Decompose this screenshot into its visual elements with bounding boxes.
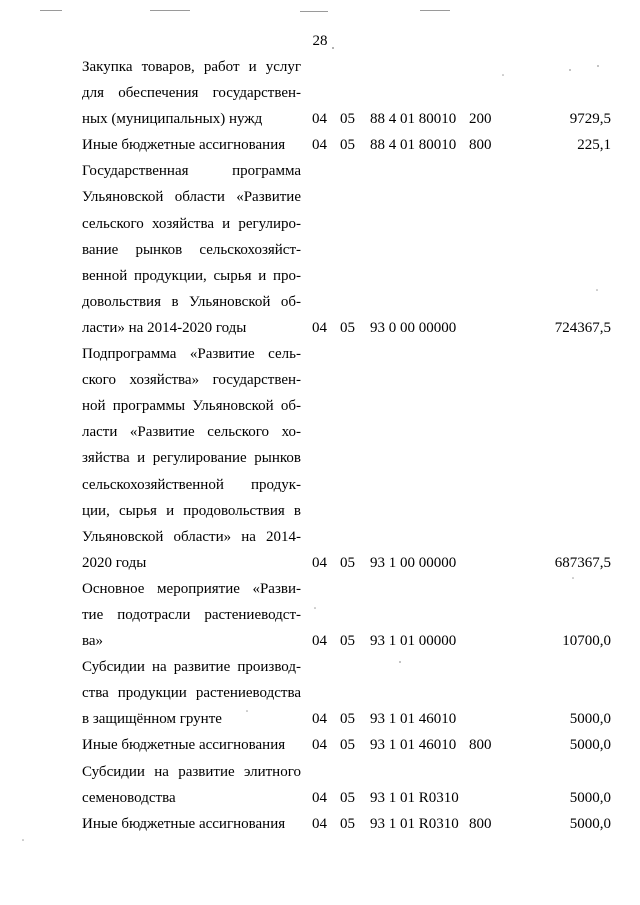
page-number: 28: [312, 33, 328, 49]
target-article-code: 93 1 01 00000: [370, 633, 457, 650]
description-line: семеноводства: [82, 789, 176, 806]
subsection-code: 05: [340, 815, 355, 832]
expense-type-code: 800: [469, 815, 492, 832]
target-article-code: 93 1 00 00000: [370, 554, 457, 571]
amount: 5000,0: [569, 711, 611, 728]
expense-type-code: 800: [469, 137, 492, 154]
description-line: ского хозяйства» государствен-: [82, 372, 301, 389]
description-line: Государственная программа: [82, 163, 301, 180]
description-line: венной продукции, сырья и про-: [82, 267, 301, 284]
row-description: [82, 158, 301, 341]
target-article-code: 93 1 01 R0310: [370, 789, 459, 806]
section-code: 04: [312, 137, 327, 154]
expense-type-code: 200: [469, 111, 492, 128]
description-line: 2020 годы: [82, 554, 147, 571]
description-line: сельского хозяйства и регулиро-: [82, 215, 301, 232]
description-line: для обеспечения государствен-: [82, 85, 301, 102]
amount: 9729,5: [569, 111, 611, 128]
table-row: [0, 341, 640, 576]
section-code: 04: [312, 111, 327, 128]
row-description: [82, 132, 301, 158]
description-line: вание рынков сельскохозяйст-: [82, 241, 301, 258]
table-row: [0, 759, 640, 811]
description-line: сельскохозяйственной продук-: [82, 476, 301, 493]
amount: 5000,0: [569, 815, 611, 832]
row-description: [82, 811, 301, 837]
description-line: Иные бюджетные ассигнования: [82, 815, 286, 832]
row-description: [82, 654, 301, 732]
description-line: Субсидии на развитие элитного: [82, 763, 301, 780]
subsection-code: 05: [340, 633, 355, 650]
subsection-code: 05: [340, 789, 355, 806]
subsection-code: 05: [340, 711, 355, 728]
amount: 724367,5: [554, 319, 611, 336]
row-description: [82, 759, 301, 811]
subsection-code: 05: [340, 111, 355, 128]
description-line: ласти» на 2014-2020 годы: [82, 319, 247, 336]
subsection-code: 05: [340, 137, 355, 154]
table-row: [0, 576, 640, 654]
section-code: 04: [312, 815, 327, 832]
row-description: [82, 341, 301, 576]
description-line: в защищённом грунте: [82, 711, 222, 728]
amount: 687367,5: [554, 554, 611, 571]
description-line: Закупка товаров, работ и услуг: [82, 59, 301, 75]
description-line: ции, сырья и продовольствия в: [82, 502, 301, 519]
description-line: Иные бюджетные ассигнования: [82, 737, 286, 754]
section-code: 04: [312, 711, 327, 728]
row-description: [82, 576, 301, 654]
amount: 5000,0: [569, 737, 611, 754]
amount: 225,1: [577, 137, 611, 154]
target-article-code: 93 1 01 46010: [370, 711, 457, 728]
section-code: 04: [312, 554, 327, 571]
section-code: 04: [312, 737, 327, 754]
target-article-code: 93 1 01 46010: [370, 737, 457, 754]
description-line: ва»: [82, 633, 104, 650]
row-description: [82, 54, 301, 132]
description-line: Ульяновской области» на 2014-: [82, 528, 301, 545]
amount: 10700,0: [562, 633, 611, 650]
description-line: ных (муниципальных) нужд: [82, 111, 263, 128]
table-row: [0, 132, 640, 158]
description-line: зяйства и регулирование рынков: [82, 450, 301, 467]
description-line: ласти «Развитие сельского хо-: [82, 424, 301, 441]
target-article-code: 88 4 01 80010: [370, 111, 457, 128]
budget-table: [0, 54, 640, 837]
description-line: Иные бюджетные ассигнования: [82, 137, 286, 154]
description-line: Основное мероприятие «Разви-: [82, 580, 301, 597]
target-article-code: 88 4 01 80010: [370, 137, 457, 154]
amount: 5000,0: [569, 789, 611, 806]
table-row: [0, 54, 640, 132]
description-line: ства продукции растениеводства: [82, 685, 301, 702]
section-code: 04: [312, 319, 327, 336]
description-line: тие подотрасли растениеводст-: [82, 606, 301, 623]
section-code: 04: [312, 633, 327, 650]
subsection-code: 05: [340, 554, 355, 571]
section-code: 04: [312, 789, 327, 806]
row-description: [82, 732, 301, 758]
table-row: [0, 732, 640, 758]
description-line: ной программы Ульяновской об-: [82, 398, 301, 415]
target-article-code: 93 0 00 00000: [370, 319, 457, 336]
subsection-code: 05: [340, 319, 355, 336]
description-line: Подпрограмма «Развитие сель-: [82, 346, 301, 363]
subsection-code: 05: [340, 737, 355, 754]
table-row: [0, 158, 640, 341]
description-line: Субсидии на развитие производ-: [82, 659, 301, 676]
description-line: Ульяновской области «Развитие: [82, 189, 301, 206]
description-line: довольствия в Ульяновской об-: [82, 293, 301, 310]
expense-type-code: 800: [469, 737, 492, 754]
target-article-code: 93 1 01 R0310: [370, 815, 459, 832]
table-row: [0, 811, 640, 837]
table-row: [0, 654, 640, 732]
